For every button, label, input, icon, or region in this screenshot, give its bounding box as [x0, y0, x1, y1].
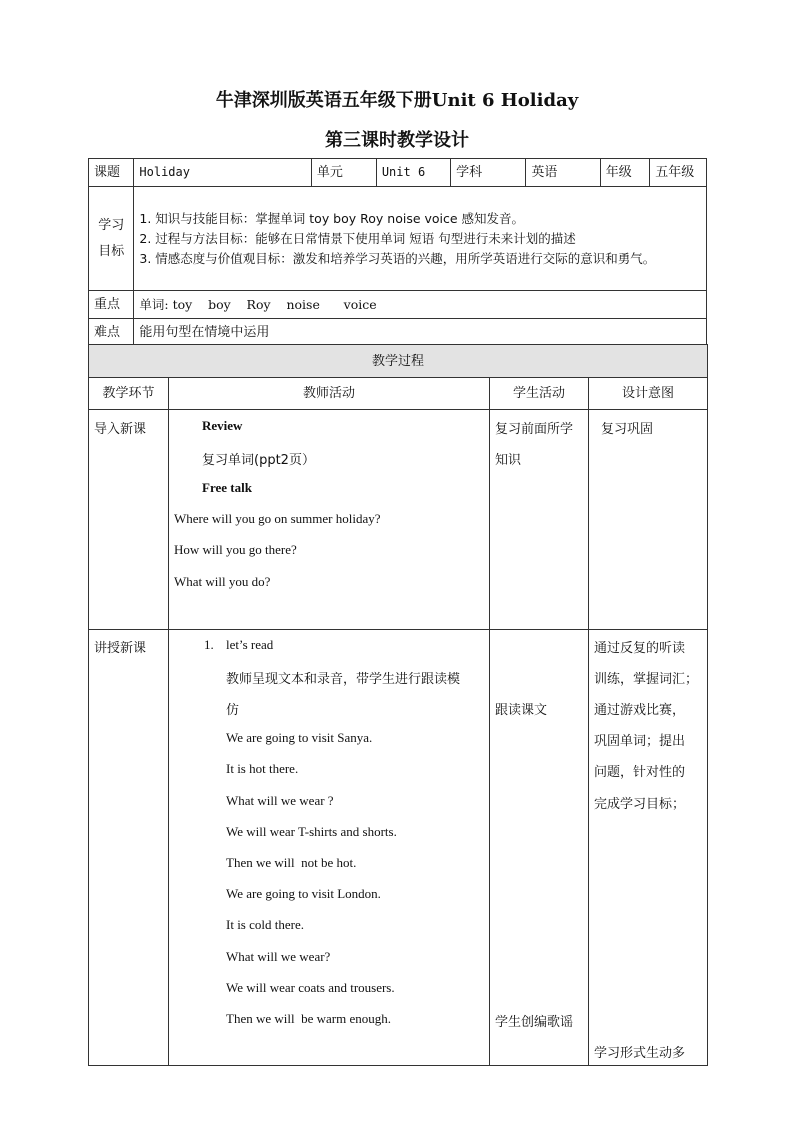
goal-2: 2. 过程与方法目标：能够在日常情景下使用单词 短语 句型进行未来计划的描述 [139, 230, 576, 246]
header-student: 学生活动 [490, 378, 589, 410]
unit-value: Unit 6 [376, 159, 450, 187]
stage2-student-cell [490, 630, 589, 1066]
unit-label: 单元 [311, 159, 376, 187]
subject-label: 学科 [451, 159, 526, 187]
process-banner: 教学过程 [89, 345, 708, 378]
subject-value: 英语 [526, 159, 600, 187]
stage1-student-cell [490, 410, 589, 630]
sentence-2: It is hot there. [226, 761, 299, 776]
header-teacher: 教师活动 [169, 378, 490, 410]
sentence-4: We will wear T-shirts and shorts. [226, 824, 397, 839]
sentence-7: It is cold there. [226, 917, 304, 932]
topic-label: 课题 [89, 159, 134, 187]
stage2-intent-cell [589, 630, 708, 1066]
question-1: Where will you go on summer holiday? [174, 511, 381, 526]
intent-line-1: 通过反复的听读 [594, 641, 686, 656]
page-subtitle: 第三课时教学设计 [325, 130, 469, 151]
stage2-cell [89, 630, 169, 1066]
item-title: let’s read [226, 637, 274, 652]
review-text: 复习单词(ppt2页） [202, 453, 315, 468]
sentence-9: We will wear coats and trousers. [226, 980, 395, 995]
difficulty-value: 能用句型在情境中运用 [134, 319, 707, 347]
sentence-5: Then we will not be hot. [226, 855, 357, 870]
question-2: How will you go there? [174, 542, 297, 557]
stage2-teacher-cell [169, 630, 490, 1066]
grade-value: 五年级 [650, 159, 707, 187]
page-title: 牛津深圳版英语五年级下册Unit 6 Holiday [215, 90, 579, 111]
intro-line-1: 教师呈现文本和录音，带学生进行跟读模 [226, 672, 461, 687]
item-number: 1. [204, 637, 214, 652]
info-table [88, 158, 707, 347]
sentence-1: We are going to visit Sanya. [226, 730, 373, 745]
intent-last: 学习形式生动多 [594, 1046, 686, 1061]
intent-line-4: 巩固单词；提出 [594, 734, 686, 749]
goal-1: 1. 知识与技能目标：掌握单词 toy boy Roy noise voice 感知发音。 [139, 210, 525, 226]
sentence-3: What will we wear ? [226, 793, 334, 808]
header-stage: 教学环节 [89, 378, 169, 410]
stage1-student-line-1: 复习前面所学 [495, 422, 574, 437]
free-talk-heading: Free talk [202, 480, 252, 495]
stage1-intent: 复习巩固 [601, 422, 654, 437]
intent-line-6: 完成学习目标； [594, 797, 686, 812]
intent-line-3: 通过游戏比赛， [594, 703, 686, 718]
stage1-name: 导入新课 [94, 422, 147, 437]
stage2-student-2: 学生创编歌谣 [495, 1015, 574, 1030]
sentence-8: What will we wear? [226, 949, 331, 964]
key-value: 单词: toy boy Roy noise voice [134, 291, 707, 319]
question-3: What will you do? [174, 574, 271, 589]
difficulty-label: 难点 [89, 319, 134, 347]
goals-label: 学习目标 [89, 187, 134, 291]
header-intent: 设计意图 [589, 378, 708, 410]
stage2-student-1: 跟读课文 [495, 703, 548, 718]
goals-cell [134, 187, 707, 291]
stage1-cell [89, 410, 169, 630]
goal-3: 3. 情感态度与价值观目标：激发和培养学习英语的兴趣，用所学英语进行交际的意识和勇气。 [139, 250, 656, 266]
review-heading: Review [202, 418, 243, 433]
stage1-student-line-2: 知识 [495, 453, 522, 468]
key-label: 重点 [89, 291, 134, 319]
grade-label: 年级 [600, 159, 650, 187]
sentence-10: Then we will be warm enough. [226, 1011, 391, 1026]
stage2-name: 讲授新课 [94, 641, 147, 656]
intent-line-2: 训练，掌握词汇； [594, 672, 699, 687]
sentence-6: We are going to visit London. [226, 886, 381, 901]
intent-line-5: 问题，针对性的 [594, 765, 686, 780]
intro-line-2: 仿 [226, 703, 240, 718]
topic-value: Holiday [134, 159, 311, 187]
stage1-intent-cell [589, 410, 708, 630]
